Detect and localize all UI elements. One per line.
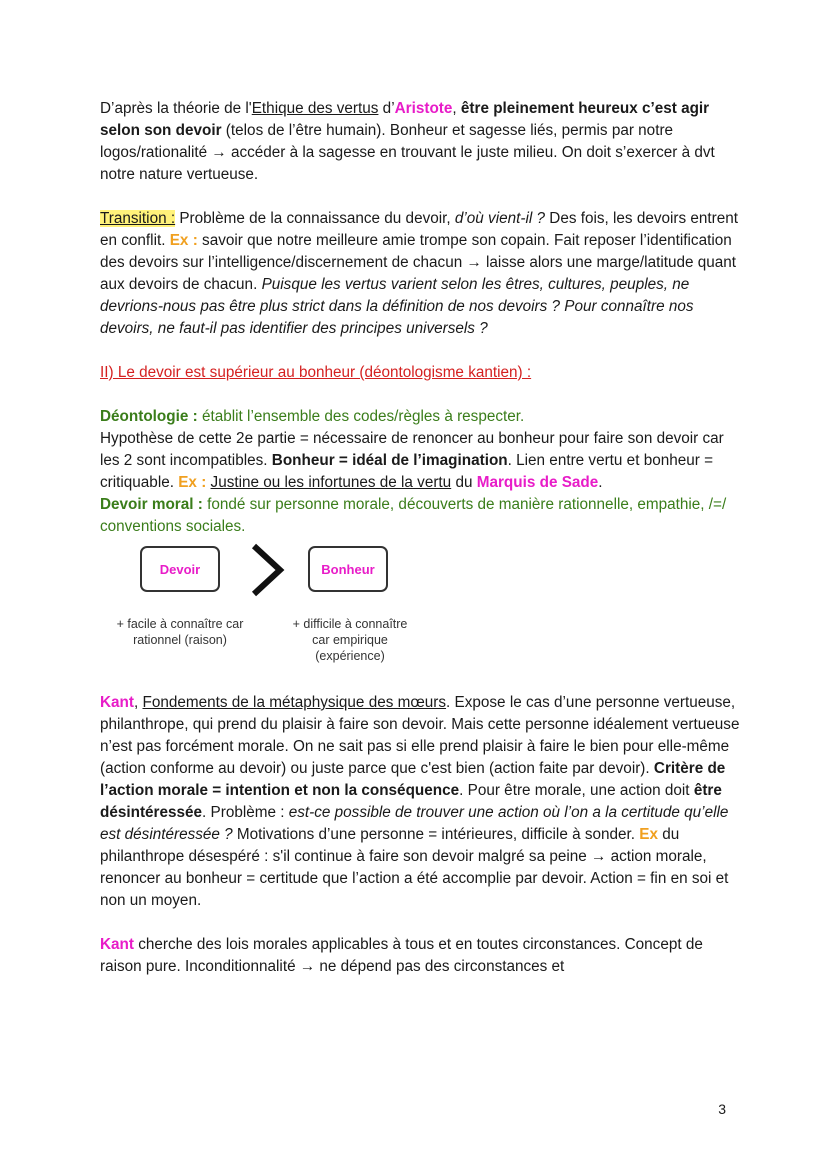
caption-line: rationnel (raison) — [133, 633, 227, 647]
text: savoir que notre meilleure amie trompe son copain. Fait reposer l’identification des devoirs sur l’intelligence/discernement de chacun → laisse alors une marge/latitude quant aux devoirs de chacun. — [100, 232, 737, 293]
caption-line: + difficile à connaître — [292, 617, 408, 631]
text: . Problème : — [202, 804, 289, 821]
bonheur-box: Bonheur — [308, 546, 388, 592]
caption-line: (expérience) — [315, 649, 385, 663]
text: Hypothèse de cette 2e partie = nécessaire de renoncer au bonheur pour faire son devoir car les 2 sont incompatibles. — [100, 430, 724, 469]
author-name: Kant — [100, 936, 134, 953]
text: . Pour être morale, une action doit — [459, 782, 694, 799]
text: d’ — [378, 100, 395, 117]
text: du — [451, 474, 477, 491]
book-title: Ethique des vertus — [251, 100, 379, 117]
paragraph-deontologie — [100, 406, 740, 538]
paragraph-kant-lois — [100, 934, 740, 978]
text: (telos de l’être humain). Bonheur et sagesse liés, permis par notre logos/rationalité → accéder à la sagesse en trouvant le juste milieu. On doit s’exercer à dvt notre nature vertueuse. — [100, 122, 715, 183]
devoir-caption — [100, 616, 260, 648]
text: D’après la théorie de l' — [100, 100, 252, 117]
paragraph-aristote — [100, 98, 740, 186]
section-heading — [100, 362, 740, 384]
heading-text: II) Le devoir est supérieur au bonheur (déontologisme kantien) : — [100, 364, 532, 381]
text: . — [598, 474, 603, 491]
paragraph-kant-fondements — [100, 692, 740, 912]
term-label: Déontologie : — [100, 408, 198, 425]
devoir-box: Devoir — [140, 546, 220, 592]
document-body — [100, 98, 740, 978]
text: . Expose le cas d’une personne vertueuse, philanthrope, qui prend du plaisir à faire son devoir. Mais cette personne idéalement vertueuse n’est pas forcément morale. On ne sait pas si elle prend plaisir à faire le bien pour elle-même (action conforme au devoir) ou juste parce que c'est bien (action faite par devoir). — [100, 694, 740, 777]
question: Puisque les vertus varient selon les êtres, cultures, peuples, ne devrions-nous pas être plus strict dans la définition de nos devoirs ? Pour connaître nos devoirs, ne faut-il pas identifier des principes universels ? — [100, 276, 694, 337]
text: , — [452, 100, 461, 117]
text: du philanthrope désespéré : s'il continue à faire son devoir malgré sa peine → action morale, renoncer au bonheur = certitude que l’action a été accomplie par devoir. Action = fin en soi et non un moyen. — [100, 826, 729, 909]
transition-label: Transition : — [100, 210, 176, 227]
author-name: Marquis de Sade — [476, 474, 599, 491]
text: . Lien entre vertu et bonheur = critiquable. — [100, 452, 714, 491]
question: d’où vient-il ? — [454, 210, 546, 227]
bonheur-caption — [270, 616, 430, 664]
author-name: Kant — [100, 694, 134, 711]
caption-line: car empirique — [312, 633, 388, 647]
term-definition: établit l’ensemble des codes/règles à respecter. — [197, 408, 525, 425]
page-number: 3 — [718, 1101, 726, 1117]
text: Des fois, les devoirs entrent en conflit. — [100, 210, 739, 249]
example-label: Ex — [639, 826, 658, 843]
book-title: Fondements de la métaphysique des mœurs — [142, 694, 447, 711]
text: Motivations d’une personne = intérieures, difficile à sonder. — [232, 826, 640, 843]
caption-line: + facile à connaître car — [116, 617, 244, 631]
key-idea: Bonheur = idéal de l’imagination — [271, 452, 508, 469]
question: est-ce possible de trouver une action où l’on a la certitude qu’elle est désintéressée ? — [100, 804, 729, 843]
text: cherche des lois morales applicables à tous et en toutes circonstances. Concept de raison pure. Inconditionnalité → ne dépend pas des circonstances et — [100, 936, 703, 975]
key-idea: être désintéressée — [100, 782, 722, 821]
key-idea: être pleinement heureux c’est agir selon son devoir — [100, 100, 710, 139]
example-label: Ex : — [169, 232, 198, 249]
devoir-bonheur-diagram — [100, 542, 740, 684]
text: , — [134, 694, 143, 711]
key-idea: Critère de l’action morale = intention et non la conséquence — [100, 760, 726, 799]
book-title: Justine ou les infortunes de la vertu — [210, 474, 452, 491]
text: Problème de la connaissance du devoir, — [175, 210, 455, 227]
greater-than-icon — [246, 542, 286, 598]
example-label: Ex : — [178, 474, 207, 491]
term-label: Devoir moral : — [100, 496, 203, 513]
term-definition: fondé sur personne morale, découverts de manière rationnelle, empathie, /=/ conventions sociales. — [100, 496, 727, 535]
paragraph-transition — [100, 208, 740, 340]
author-name: Aristote — [394, 100, 453, 117]
